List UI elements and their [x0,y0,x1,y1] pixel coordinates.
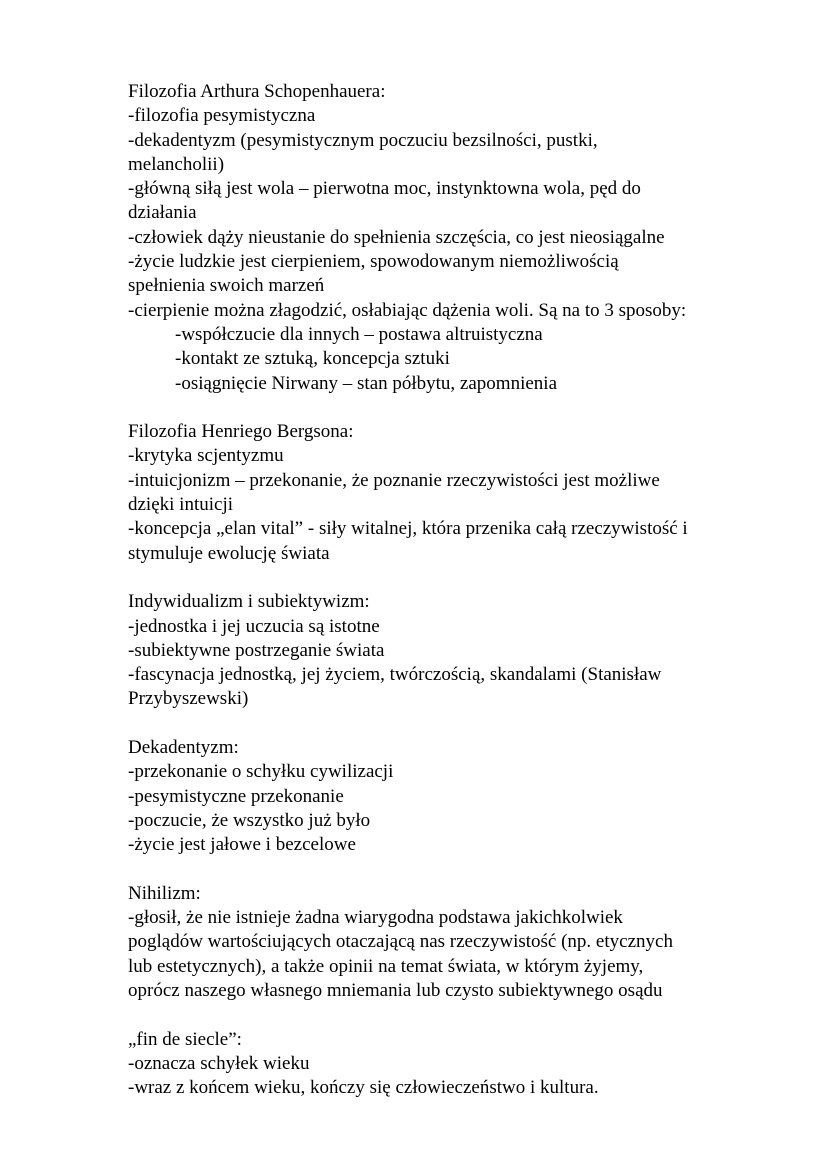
text-line: -życie ludzkie jest cierpieniem, spowodowanym niemożliwością [128,251,619,273]
text-line: -jednostka i jej uczucia są istotne [128,615,380,637]
text-line: -fascynacja jednostką, jej życiem, twórczością, skandalami (Stanisław [128,664,662,686]
text-line: -wraz z końcem wieku, kończy się człowieczeństwo i kultura. [128,1077,599,1099]
section-schopenhauer [128,80,768,396]
text-line: -filozofia pesymistyczna [128,105,316,127]
section-heading: Nihilizm: [128,882,201,904]
text-line: -człowiek dąży nieustanie do spełnienia szczęścia, co jest nieosiągalne [128,226,665,248]
text-line: -subiektywne postrzeganie świata [128,639,385,661]
text-line: poglądów wartościujących otaczającą nas rzeczywistość (np. etycznych [128,931,673,953]
text-line: spełnienia swoich marzeń [128,275,325,297]
indented-text-line: -kontakt ze sztuką, koncepcja sztuki [175,348,450,370]
section-heading: „fin de siecle”: [128,1028,242,1050]
text-line: -życie jest jałowe i bezcelowe [128,834,356,856]
text-line: -intuicjonizm – przekonanie, że poznanie rzeczywistości jest możliwe [128,469,660,491]
text-line: melancholii) [128,153,225,175]
text-line: Przybyszewski) [128,688,249,710]
section-heading: Indywidualizm i subiektywizm: [128,591,370,613]
text-line: lub estetycznych), a także opinii na temat świata, w którym żyjemy, [128,955,644,977]
text-line: -głosił, że nie istnieje żadna wiarygodna podstawa jakichkolwiek [128,907,623,929]
text-line: dzięki intuicji [128,494,234,516]
indented-text-line: -osiągnięcie Nirwany – stan półbytu, zapomnienia [175,372,558,394]
section-dekadentyzm [128,736,768,857]
text-line: działania [128,202,197,224]
section-bergson [128,420,768,566]
text-line: -przekonanie o schyłku cywilizacji [128,761,394,783]
text-line: stymuluje ewolucję świata [128,542,330,564]
text-line: -krytyka scjentyzmu [128,445,284,467]
text-line: -główną siłą jest wola – pierwotna moc, instynktowna wola, pęd do [128,178,641,200]
section-indywidualizm [128,590,768,711]
text-line: -koncepcja „elan vital” - siły witalnej, która przenika całą rzeczywistość i [128,518,688,540]
section-heading: Filozofia Henriego Bergsona: [128,421,354,443]
document-body [128,80,768,1100]
indented-text-line: -współczucie dla innych – postawa altruistyczna [175,323,543,345]
text-line: oprócz naszego własnego mniemania lub czysto subiektywnego osądu [128,979,663,1001]
section-nihilizm [128,882,768,1003]
section-heading: Filozofia Arthura Schopenhauera: [128,81,386,102]
text-line: -pesymistyczne przekonanie [128,785,344,807]
text-line: -poczucie, że wszystko już było [128,809,371,831]
section-heading: Dekadentyzm: [128,737,239,759]
text-line: -cierpienie można złagodzić, osłabiając dążenia woli. Są na to 3 sposoby: [128,299,687,321]
text-line: -oznacza schyłek wieku [128,1052,310,1074]
section-fin-de-siecle [128,1028,768,1101]
text-line: -dekadentyzm (pesymistycznym poczuciu bezsilności, pustki, [128,129,598,151]
